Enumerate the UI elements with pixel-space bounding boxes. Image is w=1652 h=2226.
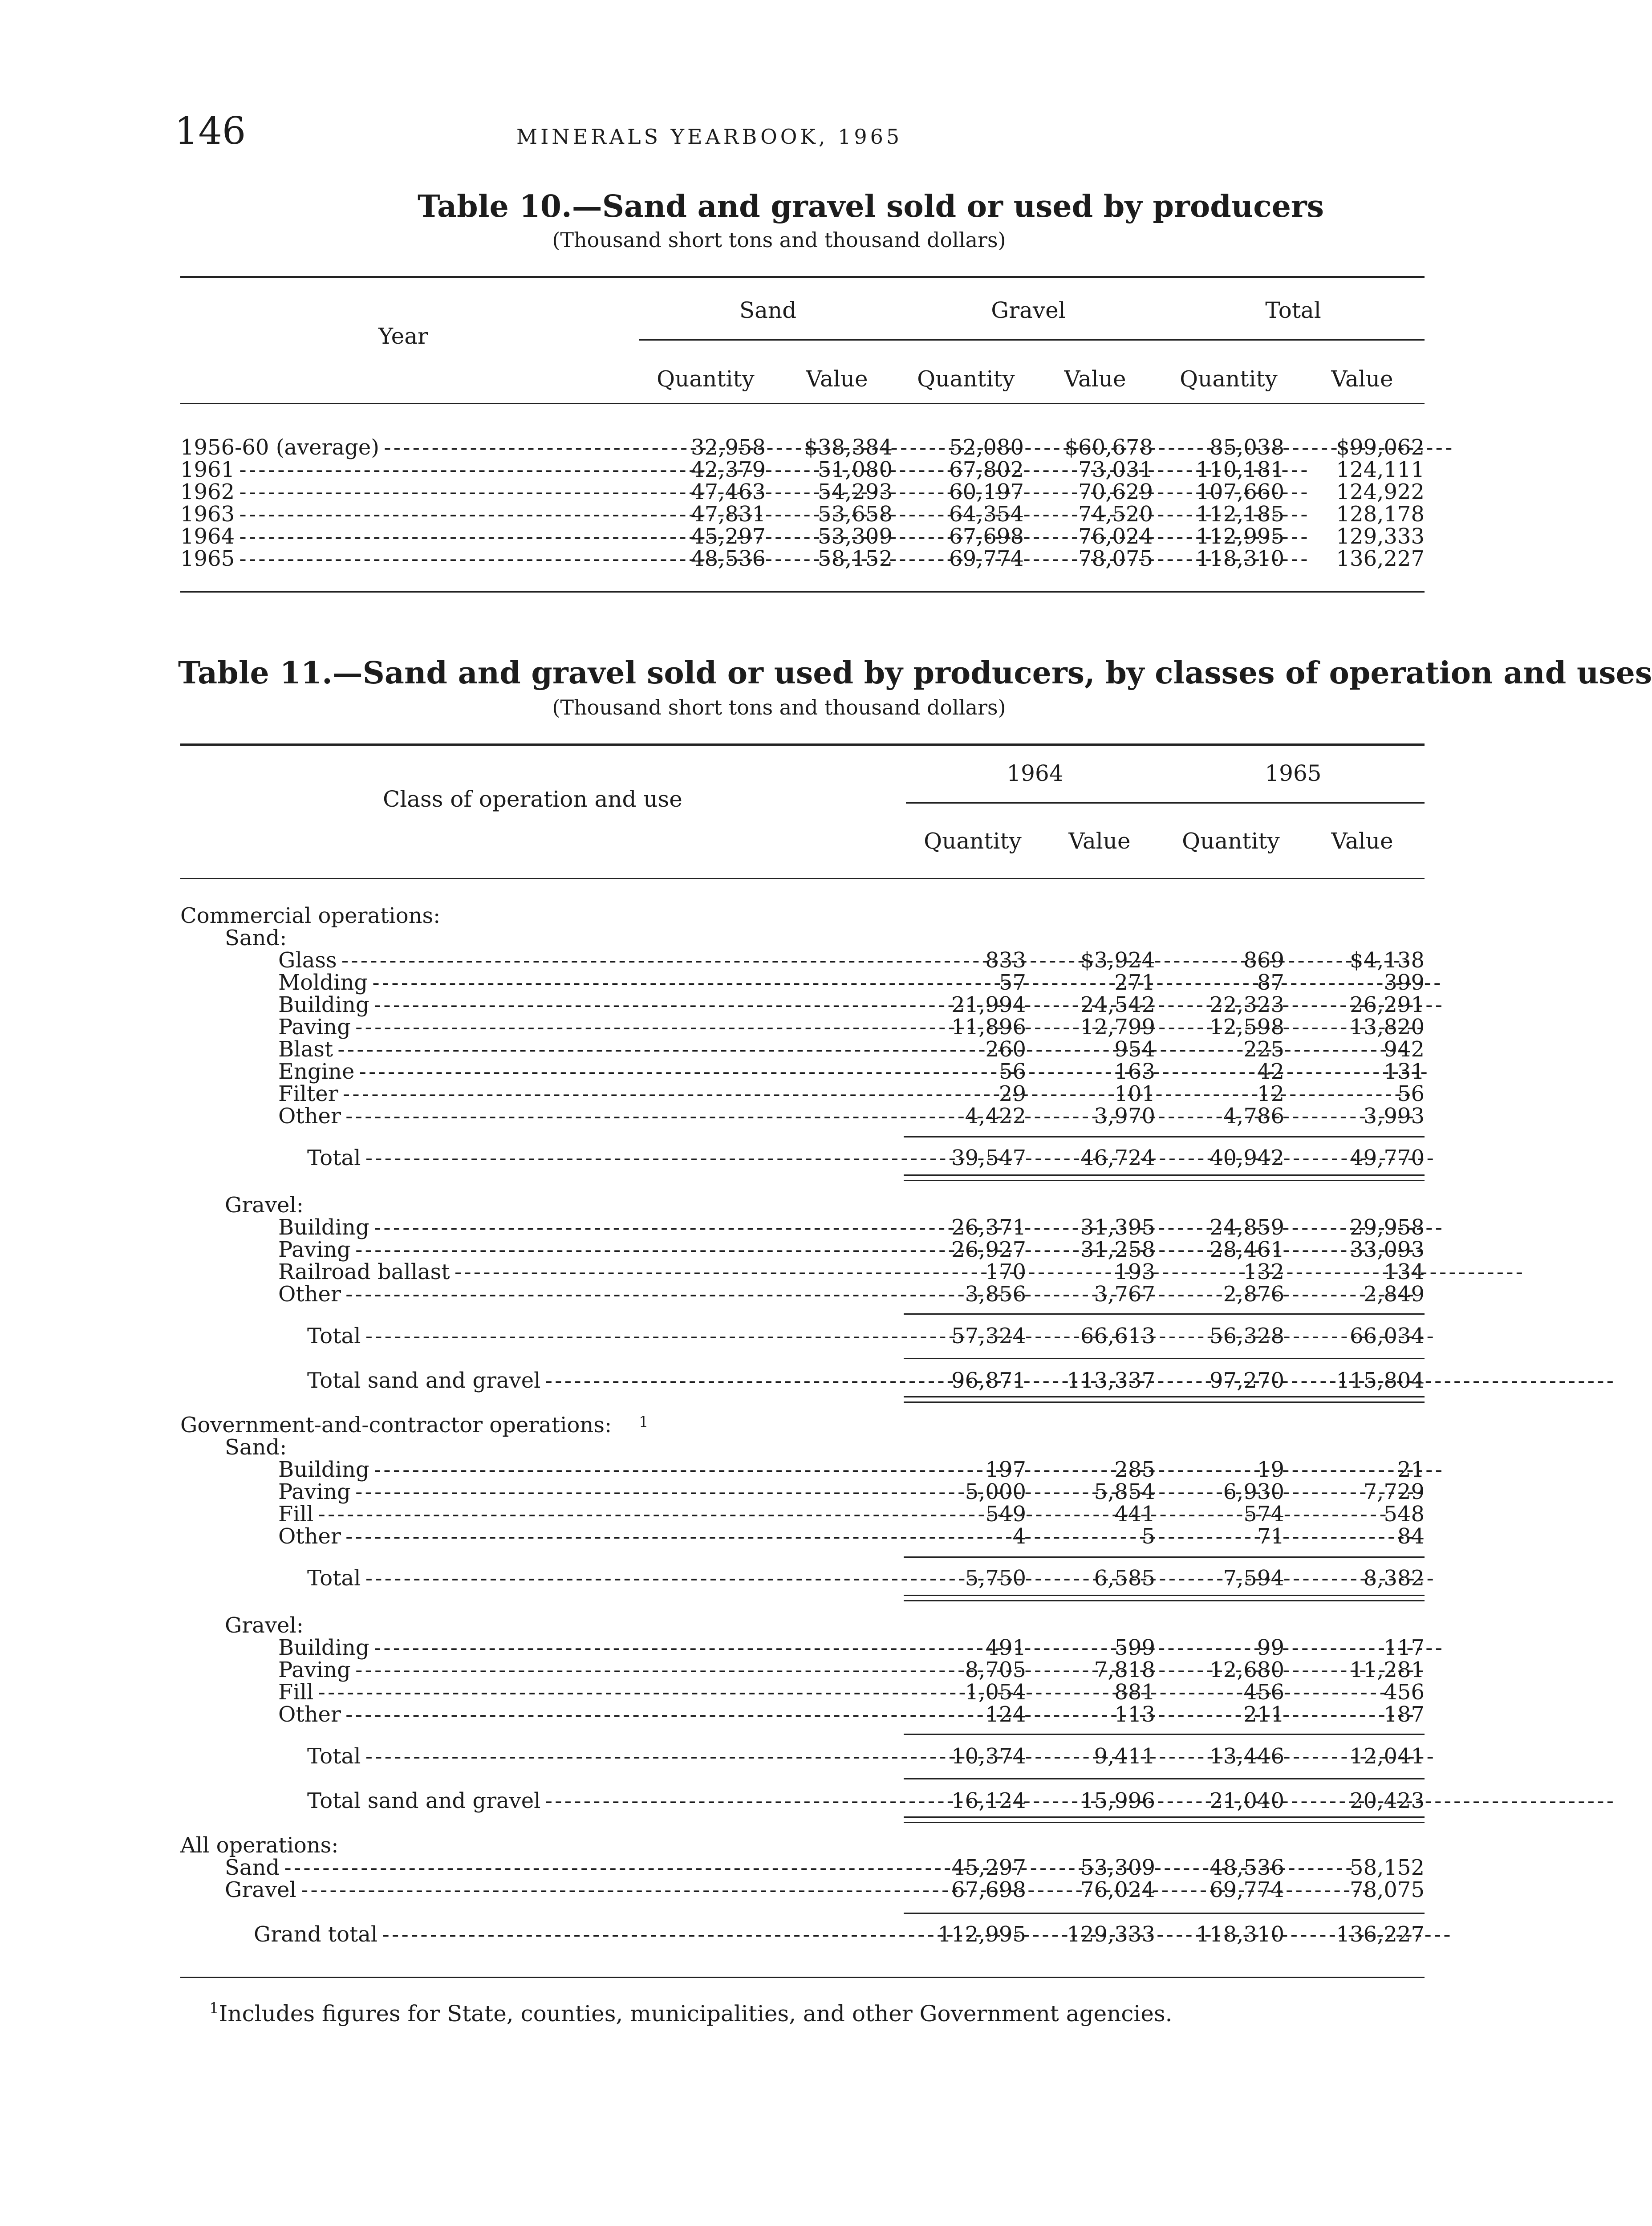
table-cell: 549 [985,1502,1026,1527]
table-cell: 869 [1243,948,1284,973]
table-row [0,1703,1483,1726]
row-label: Sand: [225,926,287,951]
row-label: Building - - - [278,994,904,1016]
footnote-text: Includes figures for State, counties, municipalities, and other Government agencies. [219,2001,1173,2027]
table-cell: 74,520 [1078,502,1153,527]
table11-header-rule [180,878,1425,879]
table-cell: 29 [999,1081,1026,1106]
table11-year-rule [906,802,1425,804]
table-cell: 170 [985,1259,1026,1284]
table-cell: 3,856 [965,1282,1026,1307]
table-cell: 833 [985,948,1026,973]
double-rule [904,1595,1425,1596]
row-label: Paving - - - [278,1239,904,1261]
double-rule [904,1180,1425,1181]
table-cell: 574 [1243,1502,1284,1527]
table-cell: 12,598 [1210,1015,1284,1040]
table-cell: 32,958 [691,435,766,460]
row-label: Gravel: [225,1193,304,1218]
table-cell: 260 [985,1037,1026,1062]
table-cell: 53,658 [818,502,893,527]
table-cell: 66,613 [1080,1324,1155,1349]
table-cell: 19 [1257,1457,1284,1482]
table-cell: 128,178 [1336,502,1425,527]
table-cell: 112,995 [938,1922,1026,1947]
table-cell: $3,924 [1080,948,1155,973]
table-cell: 187 [1384,1702,1425,1727]
table11-bottom-rule [180,1977,1425,1978]
table-cell: 7,594 [1223,1566,1284,1591]
table-row [0,1239,1483,1261]
table-cell: 70,629 [1078,479,1153,504]
table-cell: 113 [1114,1702,1155,1727]
row-label: Other - - - [278,1105,904,1127]
row-label: 1962 - - - [180,481,641,503]
table-cell: 16,124 [951,1788,1026,1813]
total-rule [904,1136,1425,1137]
table10-col-header: Quantity [917,366,1015,392]
table-cell: 45,297 [951,1855,1026,1880]
row-label: Building - - - [278,1216,904,1239]
table-cell: 47,831 [691,502,766,527]
table-cell: 6,585 [1094,1566,1155,1591]
table-cell: 118,310 [1196,546,1284,571]
table-cell: 73,031 [1078,457,1153,482]
table-cell: 26,291 [1350,992,1425,1017]
table-cell: 76,024 [1078,524,1153,549]
table-cell: 129,333 [1336,524,1425,549]
row-label: Other - - - [278,1703,904,1726]
table-cell: 28,461 [1210,1237,1284,1262]
table-cell: 12 [1257,1081,1284,1106]
table-row [0,1147,1483,1169]
table-cell: 3,993 [1363,1104,1425,1129]
table-cell: 39,547 [951,1145,1026,1170]
table-cell: 66,034 [1350,1324,1425,1349]
table-cell: 21 [1397,1457,1425,1482]
table-cell: 8,705 [965,1657,1026,1682]
table-row [0,1637,1483,1659]
table-cell: 399 [1384,970,1425,995]
table-cell: 132 [1243,1259,1284,1284]
table-cell: 134 [1384,1259,1425,1284]
table-cell: 599 [1114,1635,1155,1660]
table-cell: 99 [1257,1635,1284,1660]
table-row [0,436,1483,459]
row-label: 1965 - - - [180,548,641,570]
row-label: Other - - - [278,1283,904,1305]
table-cell: 112,185 [1196,502,1284,527]
table-cell: 56 [1397,1081,1425,1106]
row-label: Total - - - [307,1745,904,1767]
table-cell: 51,080 [818,457,893,482]
table-cell: 24,542 [1080,992,1155,1017]
table-cell: 45,297 [691,524,766,549]
table-cell: 197 [985,1457,1026,1482]
table-cell: 78,075 [1350,1877,1425,1902]
table-cell: 548 [1384,1502,1425,1527]
table-cell: 4,786 [1223,1104,1284,1129]
footnote-marker: 1 [209,1999,219,2017]
table-cell: 5,854 [1094,1479,1155,1504]
table-row [0,949,1483,971]
table-cell: 124,922 [1336,479,1425,504]
table10-col-header: Quantity [1180,366,1278,392]
table-cell: 10,374 [951,1744,1026,1769]
table-row [0,481,1483,503]
table-cell: 2,876 [1223,1282,1284,1307]
table-cell: 48,536 [691,546,766,571]
row-label: Glass - - - [278,949,904,971]
table-row [0,927,1483,949]
table-cell: 491 [985,1635,1026,1660]
table-cell: 456 [1243,1680,1284,1705]
running-head: MINERALS YEARBOOK, 1965 [516,125,903,149]
table-cell: 31,395 [1080,1215,1155,1240]
table11-subtitle: (Thousand short tons and thousand dollars) [552,695,1006,719]
table-row [0,1436,1483,1458]
table10-group-rule [639,339,1425,341]
table-cell: 5,750 [965,1566,1026,1591]
table-row [0,1614,1483,1637]
table-cell: 124,111 [1336,457,1425,482]
table-cell: 31,258 [1080,1237,1155,1262]
table-cell: 3,767 [1094,1282,1155,1307]
table-cell: 107,660 [1196,479,1284,504]
table-cell: 29,958 [1350,1215,1425,1240]
table-cell: 441 [1114,1502,1155,1527]
table-cell: 64,354 [949,502,1024,527]
table-cell: 47,463 [691,479,766,504]
row-label: Engine - - - [278,1060,904,1083]
table-row [0,1834,1483,1856]
row-label: 1956-60 (average) - - - [180,436,641,459]
table-cell: 84 [1397,1524,1425,1549]
table-row [0,1879,1483,1901]
table-cell: 20,423 [1350,1788,1425,1813]
table-cell: $4,138 [1350,948,1425,973]
table-cell: 881 [1114,1680,1155,1705]
table10-group-gravel: Gravel [991,297,1066,323]
table-cell: 97,270 [1210,1368,1284,1393]
table-cell: 60,197 [949,479,1024,504]
table-row [0,1283,1483,1305]
footnote-ref: 1 [639,1413,649,1431]
table-cell: 115,804 [1336,1368,1425,1393]
table11-col-header: Value [1331,828,1393,854]
table-cell: 7,818 [1094,1657,1155,1682]
table-cell: 56,328 [1210,1324,1284,1349]
table-cell: 124 [985,1702,1026,1727]
row-label: Total - - - [307,1567,904,1589]
table-cell: 26,927 [951,1237,1026,1262]
table-cell: 96,871 [951,1368,1026,1393]
row-label: Grand total - - - [254,1923,904,1946]
table-row [0,1790,1483,1812]
row-label: Building - - - [278,1458,904,1481]
table-cell: 15,996 [1080,1788,1155,1813]
total-rule [904,1913,1425,1914]
table-cell: 163 [1114,1059,1155,1084]
row-label: Gravel: [225,1613,304,1638]
total-rule [904,1778,1425,1779]
total-rule [904,1734,1425,1735]
table-cell: 40,942 [1210,1145,1284,1170]
table-cell: $99,062 [1336,435,1425,460]
table-row [0,1325,1483,1347]
table-row [0,1083,1483,1105]
table11-col-header: Quantity [1182,828,1280,854]
table-cell: 117 [1384,1635,1425,1660]
table11-top-rule [180,743,1425,746]
table-cell: 24,859 [1210,1215,1284,1240]
table-cell: 112,995 [1196,524,1284,549]
double-rule [904,1174,1425,1176]
row-label: Gravel - - - [225,1879,904,1901]
table-row [0,503,1483,525]
table10-col-header: Value [1064,366,1126,392]
table11-title: Table 11.—Sand and gravel sold or used by producers, by classes of operation and uses [178,655,1652,691]
table-cell: 57 [999,970,1026,995]
table-cell: 54,293 [818,479,893,504]
table-cell: 3,970 [1094,1104,1155,1129]
table-cell: 67,698 [951,1877,1026,1902]
table-cell: 33,093 [1350,1237,1425,1262]
table-cell: 53,309 [1080,1855,1155,1880]
table-row [0,1681,1483,1703]
table-cell: 21,040 [1210,1788,1284,1813]
row-label: Filter - - - [278,1083,904,1105]
table-cell: 136,227 [1336,1922,1425,1947]
table-cell: 456 [1384,1680,1425,1705]
total-rule [904,1313,1425,1315]
table-row [0,1194,1483,1216]
table-cell: 78,075 [1078,546,1153,571]
row-label: Total sand and gravel - - - [307,1369,904,1392]
table-cell: $38,384 [804,435,893,460]
table10-group-sand: Sand [739,297,797,323]
table-row [0,1923,1483,1946]
table-cell: 2,849 [1363,1282,1425,1307]
table-row [0,1038,1483,1060]
row-label: Total sand and gravel - - - [307,1790,904,1812]
table10-bottom-rule [180,591,1425,593]
table-cell: 113,337 [1067,1368,1155,1393]
table-cell: 271 [1114,970,1155,995]
table-cell: $60,678 [1064,435,1153,460]
row-label: Total - - - [307,1147,904,1169]
table-row [0,1745,1483,1767]
row-label: Fill - - - [278,1681,904,1703]
table-cell: 101 [1114,1081,1155,1106]
table11-col-header: Quantity [924,828,1022,854]
table-cell: 954 [1114,1037,1155,1062]
row-label: Sand: [225,1435,287,1460]
table-cell: 12,680 [1210,1657,1284,1682]
table10-col-header: Value [806,366,868,392]
table11-year-1965: 1965 [1265,760,1322,786]
table-cell: 56 [999,1059,1026,1084]
row-label: Government-and-contractor operations: [180,1413,612,1438]
double-rule [904,1822,1425,1823]
table-row [0,905,1483,927]
table-row [0,1414,1483,1436]
table-cell: 42,379 [691,457,766,482]
table-row [0,1567,1483,1589]
table-cell: 22,323 [1210,992,1284,1017]
table-cell: 285 [1114,1457,1155,1482]
row-label: Molding - - - [278,971,904,994]
table10-subtitle: (Thousand short tons and thousand dollars) [552,228,1006,252]
table-cell: 87 [1257,970,1284,995]
row-label: Commercial operations: [180,903,441,928]
table-cell: 76,024 [1080,1877,1155,1902]
table-cell: 225 [1243,1037,1284,1062]
table-cell: 21,994 [951,992,1026,1017]
table10-group-total: Total [1265,297,1321,323]
table-row [0,459,1483,481]
table-cell: 58,152 [1350,1855,1425,1880]
table-cell: 67,698 [949,524,1024,549]
table11-year-1964: 1964 [1007,760,1063,786]
double-rule [904,1401,1425,1403]
table10-header-rule [180,403,1425,404]
table-row [0,1856,1483,1879]
row-label: Paving - - - [278,1481,904,1503]
table-cell: 12,041 [1350,1744,1425,1769]
table-cell: 12,799 [1080,1015,1155,1040]
table-cell: 53,309 [818,524,893,549]
row-label: Building - - - [278,1637,904,1659]
table-cell: 5 [1141,1524,1155,1549]
table10-year-header: Year [378,323,428,349]
table-cell: 11,896 [951,1015,1026,1040]
table-row [0,1369,1483,1392]
table-row [0,1016,1483,1038]
row-label: 1963 - - - [180,503,641,525]
table-cell: 57,324 [951,1324,1026,1349]
double-rule [904,1396,1425,1397]
total-rule [904,1556,1425,1558]
table-cell: 942 [1384,1037,1425,1062]
row-label: All operations: [180,1833,339,1858]
row-label: Railroad ballast - - - [278,1261,904,1283]
table10-col-header: Value [1331,366,1393,392]
table-cell: 1,054 [965,1680,1026,1705]
table-cell: 13,446 [1210,1744,1284,1769]
row-label: Blast - - - [278,1038,904,1060]
table-cell: 6,930 [1223,1479,1284,1504]
table-cell: 46,724 [1080,1145,1155,1170]
table-cell: 13,820 [1350,1015,1425,1040]
double-rule [904,1600,1425,1601]
table-cell: 211 [1243,1702,1284,1727]
row-label: Paving - - - [278,1016,904,1038]
table10-col-header: Quantity [657,366,755,392]
table-cell: 129,333 [1067,1922,1155,1947]
table-row [0,1216,1483,1239]
table-cell: 118,310 [1196,1922,1284,1947]
table-row [0,1458,1483,1481]
table10-top-rule [180,276,1425,278]
table-cell: 69,774 [1210,1877,1284,1902]
table-row [0,1105,1483,1127]
table11-class-header: Class of operation and use [383,786,682,812]
table-cell: 52,080 [949,435,1024,460]
table-cell: 49,770 [1350,1145,1425,1170]
table-cell: 58,152 [818,546,893,571]
table-cell: 7,729 [1363,1479,1425,1504]
table-cell: 193 [1114,1259,1155,1284]
table-cell: 5,000 [965,1479,1026,1504]
table-cell: 42 [1257,1059,1284,1084]
footnote [209,1999,1173,2027]
table-cell: 85,038 [1210,435,1284,460]
row-label: Sand - - - [225,1856,904,1879]
table-cell: 71 [1257,1524,1284,1549]
table-row [0,525,1483,548]
table-row [0,994,1483,1016]
table-row [0,1659,1483,1681]
row-label: Total - - - [307,1325,904,1347]
table-cell: 26,371 [951,1215,1026,1240]
table-cell: 8,382 [1363,1566,1425,1591]
row-label: 1961 - - - [180,459,641,481]
table-cell: 131 [1384,1059,1425,1084]
table-cell: 48,536 [1210,1855,1284,1880]
double-rule [904,1816,1425,1818]
table-row [0,1525,1483,1548]
table-row [0,1060,1483,1083]
table-cell: 136,227 [1336,546,1425,571]
table-row [0,1481,1483,1503]
table11-col-header: Value [1068,828,1131,854]
table-cell: 11,281 [1350,1657,1425,1682]
row-label: Other - - - [278,1525,904,1548]
table-cell: 69,774 [949,546,1024,571]
table-row [0,1261,1483,1283]
table-row [0,548,1483,570]
table-cell: 4,422 [965,1104,1026,1129]
row-label: Paving - - - [278,1659,904,1681]
table-cell: 9,411 [1094,1744,1155,1769]
table10-title: Table 10.—Sand and gravel sold or used by producers [418,189,1324,224]
page-number: 146 [175,109,246,153]
table-row [0,971,1483,994]
table-cell: 110,181 [1196,457,1284,482]
table-cell: 4 [1012,1524,1026,1549]
table-cell: 67,802 [949,457,1024,482]
table-row [0,1503,1483,1525]
row-label: Fill - - - [278,1503,904,1525]
total-rule [904,1358,1425,1359]
row-label: 1964 - - - [180,525,641,548]
